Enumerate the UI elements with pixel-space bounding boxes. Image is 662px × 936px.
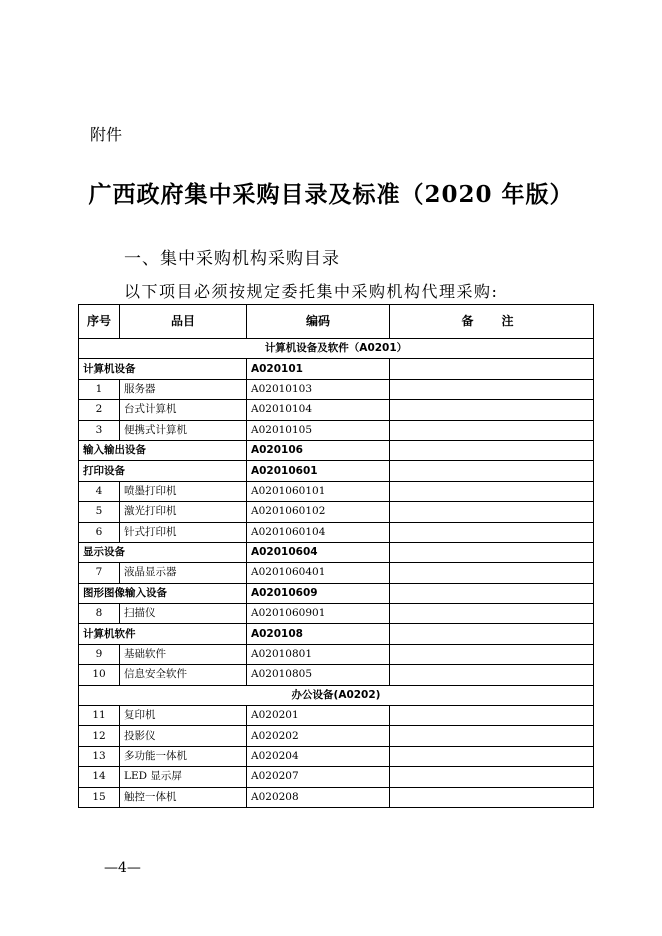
row-item-name: 触控一体机 — [120, 787, 247, 807]
category-row — [79, 542, 594, 562]
row-code: A0201060104 — [247, 522, 390, 542]
category-name: 计算机设备 — [79, 359, 247, 379]
row-item-name: 针式打印机 — [120, 522, 247, 542]
table-row — [79, 420, 594, 440]
row-seq: 1 — [79, 379, 120, 399]
row-code: A02010805 — [247, 665, 390, 685]
header-item: 品目 — [120, 305, 247, 339]
note-cell — [390, 359, 594, 379]
row-item-name: 复印机 — [120, 706, 247, 726]
table-row — [79, 787, 594, 807]
row-seq: 5 — [79, 502, 120, 522]
note-cell — [390, 400, 594, 420]
row-code: A020204 — [247, 746, 390, 766]
row-item-name: 激光打印机 — [120, 502, 247, 522]
row-item-name: 服务器 — [120, 379, 247, 399]
table-row — [79, 563, 594, 583]
note-cell — [390, 461, 594, 481]
row-seq: 8 — [79, 604, 120, 624]
attachment-label: 附件 — [90, 125, 123, 144]
section-row — [79, 339, 594, 359]
note-cell — [390, 481, 594, 501]
row-seq: 7 — [79, 563, 120, 583]
table-row — [79, 604, 594, 624]
section-label: 办公设备(A0202) — [79, 685, 594, 705]
note-cell — [390, 787, 594, 807]
section-heading: 一、集中采购机构采购目录 — [124, 249, 340, 269]
note-cell — [390, 542, 594, 562]
table-row — [79, 665, 594, 685]
table-row — [79, 522, 594, 542]
note-cell — [390, 522, 594, 542]
category-code: A020108 — [247, 624, 390, 644]
note-cell — [390, 665, 594, 685]
category-code: A02010601 — [247, 461, 390, 481]
category-name: 显示设备 — [79, 542, 247, 562]
note-cell — [390, 379, 594, 399]
table-row — [79, 400, 594, 420]
row-seq: 3 — [79, 420, 120, 440]
row-code: A020202 — [247, 726, 390, 746]
row-item-name: 液晶显示器 — [120, 563, 247, 583]
row-seq: 13 — [79, 746, 120, 766]
table-row — [79, 746, 594, 766]
category-row — [79, 440, 594, 460]
row-code: A020201 — [247, 706, 390, 726]
category-name: 输入输出设备 — [79, 440, 247, 460]
note-cell — [390, 604, 594, 624]
note-cell — [390, 583, 594, 603]
row-seq: 14 — [79, 767, 120, 787]
category-row — [79, 461, 594, 481]
row-code: A02010103 — [247, 379, 390, 399]
row-seq: 4 — [79, 481, 120, 501]
category-code: A020106 — [247, 440, 390, 460]
row-seq: 11 — [79, 706, 120, 726]
note-cell — [390, 644, 594, 664]
header-seq: 序号 — [79, 305, 120, 339]
note-cell — [390, 726, 594, 746]
table-row — [79, 726, 594, 746]
row-code: A02010105 — [247, 420, 390, 440]
row-seq: 15 — [79, 787, 120, 807]
row-item-name: 信息安全软件 — [120, 665, 247, 685]
row-seq: 10 — [79, 665, 120, 685]
document-title: 广西政府集中采购目录及标准（2020 年版） — [88, 181, 574, 208]
note-cell — [390, 746, 594, 766]
section-label: 计算机设备及软件（A0201） — [79, 339, 594, 359]
section-row — [79, 685, 594, 705]
row-item-name: 基础软件 — [120, 644, 247, 664]
category-code: A02010604 — [247, 542, 390, 562]
table-row — [79, 706, 594, 726]
table-row — [79, 767, 594, 787]
row-code: A020208 — [247, 787, 390, 807]
note-cell — [390, 420, 594, 440]
table-row — [79, 481, 594, 501]
row-seq: 2 — [79, 400, 120, 420]
category-row — [79, 624, 594, 644]
intro-paragraph: 以下项目必须按规定委托集中采购机构代理采购: — [124, 282, 499, 301]
table-body — [79, 339, 594, 808]
header-note: 备 注 — [390, 305, 594, 339]
note-cell — [390, 563, 594, 583]
table-row — [79, 502, 594, 522]
note-cell — [390, 624, 594, 644]
table-header-row — [79, 305, 594, 339]
row-item-name: LED 显示屏 — [120, 767, 247, 787]
category-name: 图形图像输入设备 — [79, 583, 247, 603]
row-code: A020207 — [247, 767, 390, 787]
row-seq: 12 — [79, 726, 120, 746]
row-item-name: 便携式计算机 — [120, 420, 247, 440]
header-code: 编码 — [247, 305, 390, 339]
row-code: A0201060901 — [247, 604, 390, 624]
category-code: A020101 — [247, 359, 390, 379]
table-row — [79, 379, 594, 399]
note-cell — [390, 502, 594, 522]
row-code: A0201060101 — [247, 481, 390, 501]
row-code: A02010104 — [247, 400, 390, 420]
row-code: A0201060401 — [247, 563, 390, 583]
row-code: A0201060102 — [247, 502, 390, 522]
row-code: A02010801 — [247, 644, 390, 664]
note-cell — [390, 767, 594, 787]
category-row — [79, 583, 594, 603]
category-name: 打印设备 — [79, 461, 247, 481]
category-code: A02010609 — [247, 583, 390, 603]
note-cell — [390, 440, 594, 460]
table-row — [79, 644, 594, 664]
row-item-name: 台式计算机 — [120, 400, 247, 420]
row-seq: 9 — [79, 644, 120, 664]
row-item-name: 多功能一体机 — [120, 746, 247, 766]
category-row — [79, 359, 594, 379]
row-item-name: 喷墨打印机 — [120, 481, 247, 501]
note-cell — [390, 706, 594, 726]
row-seq: 6 — [79, 522, 120, 542]
category-name: 计算机软件 — [79, 624, 247, 644]
row-item-name: 扫描仪 — [120, 604, 247, 624]
row-item-name: 投影仪 — [120, 726, 247, 746]
page-number: —4— — [104, 860, 141, 876]
procurement-catalog-table — [78, 304, 594, 808]
